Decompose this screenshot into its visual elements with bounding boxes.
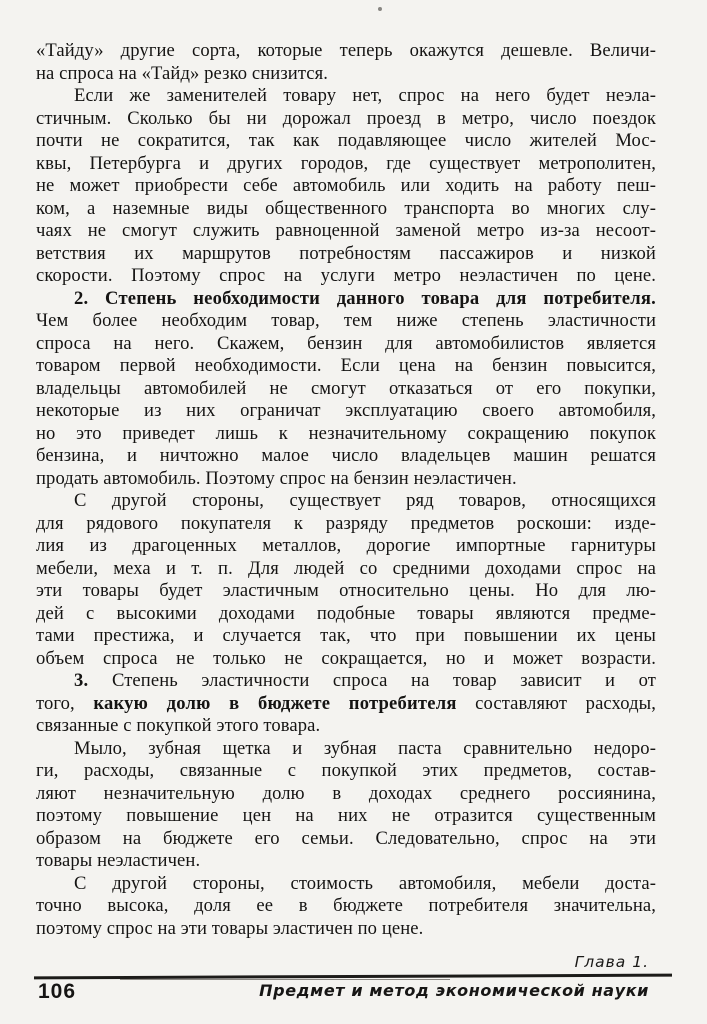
text-line — [36, 130, 656, 153]
footer-running-title: Предмет и метод экономической науки — [259, 981, 649, 1000]
text-segment: продать автомобиль. Поэтому спрос на бензин неэластичен. — [36, 467, 517, 489]
text-line — [36, 153, 656, 176]
text-line — [36, 693, 656, 716]
text-line — [36, 828, 656, 851]
text-segment: составляют расходы, — [456, 692, 656, 714]
text-line — [36, 63, 656, 86]
text-segment: С другой стороны, существует ряд товаров, относящихся — [74, 490, 656, 511]
text-line — [36, 513, 656, 536]
text-line — [36, 40, 656, 63]
text-segment: связанные с покупкой этого товара. — [36, 715, 321, 736]
text-line — [36, 265, 656, 288]
text-line — [36, 670, 656, 693]
text-line — [36, 243, 656, 266]
text-segment: объем спроса не только не сокращается, но и может возрасти. — [36, 647, 656, 669]
text-line — [36, 108, 656, 131]
text-line — [36, 918, 656, 941]
text-line — [36, 355, 656, 378]
text-line — [36, 310, 656, 333]
text-line — [36, 625, 656, 648]
text-line — [36, 805, 656, 828]
bold-text-segment: 3. — [74, 670, 112, 691]
text-segment: Степень эластичности спроса на товар зависит и от — [111, 670, 656, 691]
text-segment: Мыло, зубная щетка и зубная паста сравнительно недоро- — [74, 737, 656, 759]
text-segment: тами престижа, и случается так, что при повышении их цены — [36, 625, 656, 646]
text-segment: квы, Петербурга и других городов, где существует метрополитен, — [36, 152, 656, 174]
text-line — [36, 175, 656, 198]
text-segment: товаром первой необходимости. Если цена на бензин повысится, — [36, 355, 656, 376]
text-line — [36, 873, 656, 896]
text-line — [36, 783, 656, 806]
text-segment: образом на бюджете его семьи. Следовательно, спрос на эти — [36, 827, 656, 849]
text-line — [36, 220, 656, 243]
text-line — [36, 468, 656, 491]
text-line — [36, 715, 656, 738]
text-segment: на спроса на «Тайд» резко снизится. — [36, 62, 329, 84]
text-line — [36, 603, 656, 626]
text-line — [36, 423, 656, 446]
text-segment: почти не сократится, так как подавляющее число жителей Мос- — [36, 130, 656, 151]
text-segment: «Тайду» другие сорта, которые теперь окажутся дешевле. Величи- — [36, 40, 656, 61]
text-segment: лия из драгоценных металлов, дорогие импортные гарнитуры — [36, 535, 656, 556]
text-line — [36, 760, 656, 783]
text-segment: точно высока, доля ее в бюджете потребителя значительна, — [36, 895, 656, 916]
page-text — [36, 40, 656, 940]
text-segment: для рядового покупателя к разряду предметов роскоши: изде- — [36, 512, 656, 534]
text-line — [36, 445, 656, 468]
text-line — [36, 378, 656, 401]
text-segment: ветствия их маршрутов потребностям пассажиров и низкой — [36, 242, 656, 264]
text-segment: того, — [36, 692, 94, 714]
footer-rule-smudge — [120, 979, 450, 980]
text-segment: стичным. Сколько бы ни дорожал проезд в метро, число поездок — [36, 107, 656, 129]
bold-text-segment: 2. Степень необходимости данного товара для потребителя. — [74, 287, 656, 309]
text-line — [36, 738, 656, 761]
text-line — [36, 85, 656, 108]
text-segment: чаях не смогут служить равноценной заменой метро из-за несоот- — [36, 220, 656, 241]
text-line — [36, 895, 656, 918]
footer-chapter-label: Глава 1. — [574, 953, 649, 971]
text-segment: ком, а наземные виды общественного транспорта во многих слу- — [36, 197, 656, 219]
text-segment: ги, расходы, связанные с покупкой этих предметов, состав- — [36, 760, 656, 781]
text-line — [36, 850, 656, 873]
text-segment: эти товары будет эластичным относительно цены. Но для лю- — [36, 580, 656, 601]
text-line — [36, 333, 656, 356]
text-line — [36, 400, 656, 423]
text-segment: Чем более необходим товар, тем ниже степень эластичности — [36, 310, 656, 331]
text-segment: но это приведет лишь к незначительному сокращению покупок — [36, 422, 656, 444]
bold-text-segment: какую долю в бюджете потребителя — [93, 692, 457, 714]
text-line — [36, 648, 656, 671]
text-segment: ляют незначительную долю в доходах среднего россиянина, — [36, 782, 656, 804]
text-segment: спроса на него. Скажем, бензин для автомобилистов является — [36, 332, 656, 354]
text-segment: поэтому спрос на эти товары эластичен по цене. — [36, 917, 424, 939]
text-segment: не может приобрести себе автомобиль или ходить на работу пеш- — [36, 175, 656, 196]
text-segment: дей с высокими доходами подобные товары являются предме- — [36, 602, 656, 624]
text-segment: некоторые из них ограничат эксплуатацию своего автомобиля, — [36, 400, 656, 421]
text-line — [36, 535, 656, 558]
text-segment: бензина, и ничтожно малое число владельцев машин решатся — [36, 445, 656, 466]
text-line — [36, 558, 656, 581]
text-segment: владельцы автомобилей не смогут отказаться от его покупки, — [36, 377, 656, 399]
text-segment: скорости. Поэтому спрос на услуги метро неэластичен по цене. — [36, 265, 656, 286]
text-segment: С другой стороны, стоимость автомобиля, мебели доста- — [74, 872, 656, 894]
text-line — [36, 490, 656, 513]
page-number: 106 — [38, 980, 77, 1003]
text-segment: мебели, меха и т. п. Для людей со средними доходами спрос на — [36, 557, 656, 579]
text-line — [36, 288, 656, 311]
text-segment: поэтому повышение цен на них не отразится существенным — [36, 805, 656, 826]
scan-speck — [378, 7, 382, 11]
text-segment: Если же заменителей товару нет, спрос на него будет неэла- — [74, 85, 656, 106]
text-line — [36, 198, 656, 221]
text-line — [36, 580, 656, 603]
text-segment: товары неэластичен. — [36, 850, 201, 871]
